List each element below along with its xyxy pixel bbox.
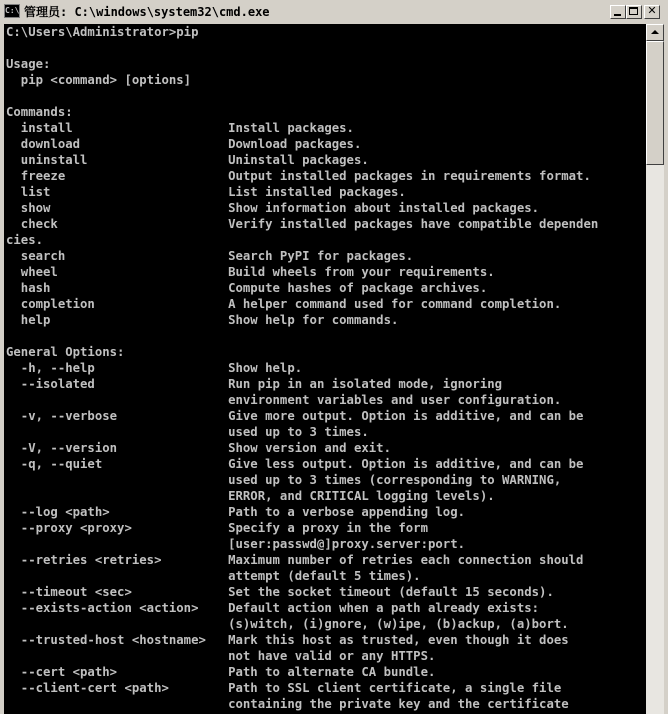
console-line: --cert <path> Path to alternate CA bundle.	[6, 665, 436, 679]
cmd-app-icon[interactable]: C:\	[4, 4, 20, 18]
console-line: (s)witch, (i)gnore, (w)ipe, (b)ackup, (a)bort.	[6, 617, 569, 631]
window-title: 管理员: C:\windows\system32\cmd.exe	[24, 5, 270, 19]
console-text	[4, 24, 646, 712]
maximize-icon	[629, 7, 638, 15]
console-line: -v, --verbose Give more output. Option is additive, and can be	[6, 409, 584, 423]
console-line: used up to 3 times (corresponding to WARNING,	[6, 473, 562, 487]
console-line: ERROR, and CRITICAL logging levels).	[6, 489, 495, 503]
console-line: install Install packages.	[6, 121, 354, 135]
console-line: completion A helper command used for command completion.	[6, 297, 562, 311]
console-line: --exists-action <action> Default action when a path already exists:	[6, 601, 540, 615]
console-line	[6, 88, 646, 104]
console-line: --timeout <sec> Set the socket timeout (default 15 seconds).	[6, 585, 554, 599]
console-line: --log <path> Path to a verbose appending log.	[6, 505, 466, 519]
minimize-icon	[614, 14, 621, 16]
console-line	[6, 40, 646, 56]
console-line: --trusted-host <hostname> Mark this host as trusted, even though it does	[6, 633, 569, 647]
console-line: C:\Users\Administrator>pip	[6, 25, 199, 39]
console-line: search Search PyPI for packages.	[6, 249, 414, 263]
console-line: pip <command> [options]	[6, 73, 192, 87]
title-bar[interactable]	[0, 0, 668, 24]
scroll-thumb[interactable]	[646, 41, 664, 165]
console-line: used up to 3 times.	[6, 425, 369, 439]
maximize-button[interactable]	[626, 5, 642, 19]
console-line: attempt (default 5 times).	[6, 569, 421, 583]
console-output[interactable]	[4, 24, 646, 714]
close-icon: ✕	[647, 4, 657, 17]
minimize-button[interactable]	[610, 5, 626, 19]
console-line: hash Compute hashes of package archives.	[6, 281, 488, 295]
console-line: uninstall Uninstall packages.	[6, 153, 369, 167]
scroll-up-button[interactable]	[646, 24, 664, 41]
console-line: wheel Build wheels from your requirements.	[6, 265, 495, 279]
console-line: download Download packages.	[6, 137, 362, 151]
console-line: cies.	[6, 233, 44, 247]
console-line: -q, --quiet Give less output. Option is additive, and can be	[6, 457, 584, 471]
console-line: General Options:	[6, 345, 125, 359]
vertical-scrollbar[interactable]	[646, 24, 664, 714]
console-line: not have valid or any HTTPS.	[6, 649, 436, 663]
console-line: list List installed packages.	[6, 185, 406, 199]
console-line: freeze Output installed packages in requirements format.	[6, 169, 591, 183]
console-line: show Show information about installed packages.	[6, 201, 540, 215]
console-line: environment variables and user configuration.	[6, 393, 562, 407]
console-line: --retries <retries> Maximum number of retries each connection should	[6, 553, 584, 567]
console-line: Commands:	[6, 105, 73, 119]
console-line: --isolated Run pip in an isolated mode, ignoring	[6, 377, 503, 391]
console-line: [user:passwd@]proxy.server:port.	[6, 537, 466, 551]
console-line: -h, --help Show help.	[6, 361, 303, 375]
window-frame-right	[664, 24, 668, 714]
console-line: Usage:	[6, 57, 51, 71]
console-line: help Show help for commands.	[6, 313, 399, 327]
console-line: --client-cert <path> Path to SSL client certificate, a single file	[6, 681, 562, 695]
arrow-up-icon	[651, 30, 659, 34]
console-line	[6, 328, 646, 344]
close-button[interactable]	[644, 5, 660, 19]
console-line: --proxy <proxy> Specify a proxy in the form	[6, 521, 428, 535]
console-line: -V, --version Show version and exit.	[6, 441, 391, 455]
console-line: containing the private key and the certificate	[6, 697, 569, 711]
console-line: check Verify installed packages have compatible dependen	[6, 217, 599, 231]
